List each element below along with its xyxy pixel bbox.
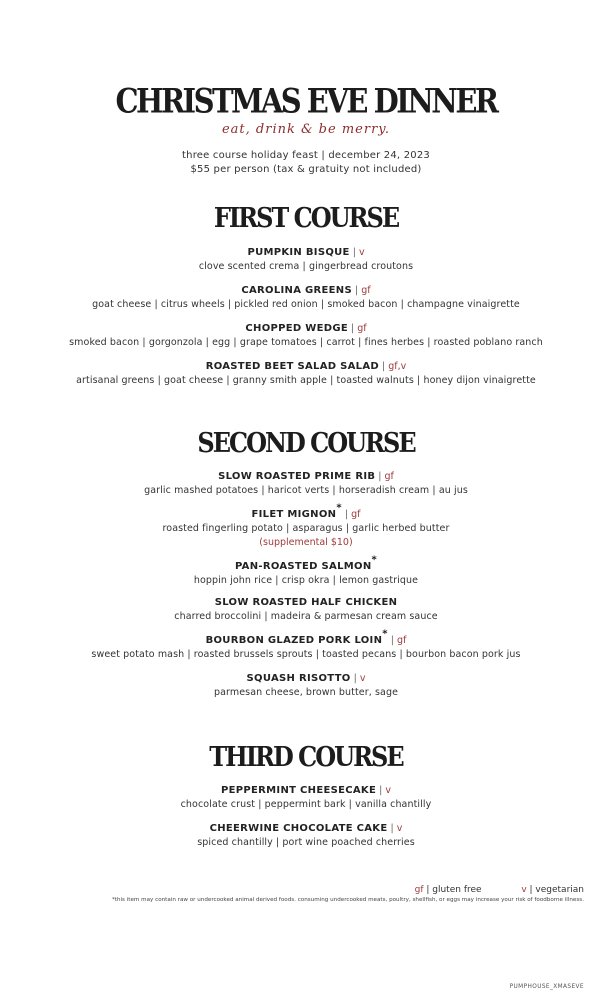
diet-tag: gf bbox=[351, 509, 361, 520]
item-name: SQUASH RISOTTO bbox=[246, 673, 351, 684]
diet-tag: v bbox=[359, 673, 366, 684]
separator: | bbox=[387, 635, 398, 646]
separator: | bbox=[351, 285, 362, 296]
menu-tagline: eat, drink & be merry. bbox=[221, 122, 391, 137]
item-description: sweet potato mash | roasted brussels sprouts | toasted pecans | bourbon bacon pork jus bbox=[91, 649, 521, 660]
separator: | bbox=[347, 323, 358, 334]
menu-item bbox=[0, 819, 612, 850]
menu-item bbox=[0, 281, 612, 312]
diet-tag: gf bbox=[397, 635, 407, 646]
item-description: goat cheese | citrus wheels | pickled red onion | smoked bacon | champagne vinaigrette bbox=[92, 299, 520, 310]
item-name: PEPPERMINT CHEESECAKE bbox=[221, 785, 377, 796]
item-name: SLOW ROASTED PRIME RIB bbox=[218, 471, 376, 482]
course-heading: SECOND COURSE bbox=[197, 426, 415, 459]
menu-item bbox=[0, 243, 612, 274]
menu-title: CHRISTMAS EVE DINNER bbox=[115, 81, 497, 121]
separator: | bbox=[387, 823, 397, 834]
raw-warning-asterisk: * bbox=[336, 502, 342, 514]
item-name: PUMPKIN BISQUE bbox=[247, 247, 350, 258]
raw-warning-asterisk: * bbox=[382, 628, 388, 640]
diet-legend bbox=[415, 885, 584, 895]
item-description: smoked bacon | gorgonzola | egg | grape tomatoes | carrot | fines herbes | roasted poblano ranch bbox=[69, 337, 543, 348]
item-name: FILET MIGNON bbox=[251, 509, 337, 520]
menu-item bbox=[0, 502, 612, 550]
menu-item bbox=[0, 467, 612, 498]
diet-tag: gf,v bbox=[388, 361, 407, 372]
legend-gf-key: gf bbox=[414, 885, 424, 895]
menu-item bbox=[0, 628, 612, 662]
diet-tag: v bbox=[358, 247, 365, 258]
separator: | bbox=[379, 361, 389, 372]
diet-tag: v bbox=[396, 823, 403, 834]
item-name: SLOW ROASTED HALF CHICKEN bbox=[214, 597, 398, 608]
legend-gf-label: | gluten free bbox=[426, 885, 482, 895]
course-heading: FIRST COURSE bbox=[213, 201, 399, 234]
separator: | bbox=[341, 509, 352, 520]
price-details: $55 per person (tax & gratuity not included) bbox=[190, 164, 422, 175]
item-description: artisanal greens | goat cheese | granny smith apple | toasted walnuts | honey dijon vinaigrette bbox=[76, 375, 536, 386]
raw-warning-asterisk: * bbox=[371, 554, 378, 566]
item-name: CAROLINA GREENS bbox=[241, 285, 352, 296]
diet-tag: gf bbox=[384, 471, 394, 482]
legend-v-label: | vegetarian bbox=[529, 885, 584, 895]
item-name: BOURBON GLAZED PORK LOIN bbox=[205, 635, 383, 646]
diet-tag: gf bbox=[357, 323, 367, 334]
item-description: spiced chantilly | port wine poached cherries bbox=[197, 837, 415, 848]
separator: | bbox=[376, 785, 386, 796]
separator: | bbox=[375, 471, 385, 482]
footer-code: PUMPHOUSE_XMASEVE bbox=[509, 984, 584, 990]
diet-tag: gf bbox=[361, 285, 371, 296]
menu-item bbox=[0, 669, 612, 700]
item-description: hoppin john rice | crisp okra | lemon gastrique bbox=[193, 575, 419, 586]
menu-item bbox=[0, 357, 612, 388]
supplemental-note: (supplemental $10) bbox=[259, 537, 353, 548]
item-description: clove scented crema | gingerbread croutons bbox=[198, 261, 414, 272]
item-name: CHEERWINE CHOCOLATE CAKE bbox=[209, 823, 388, 834]
item-name: CHOPPED WEDGE bbox=[245, 323, 348, 334]
diet-tag: v bbox=[385, 785, 391, 796]
event-details: three course holiday feast | december 24, 2023 bbox=[182, 150, 430, 161]
item-description: roasted fingerling potato | asparagus | garlic herbed butter bbox=[162, 523, 450, 534]
item-description: garlic mashed potatoes | haricot verts | horseradish cream | au jus bbox=[144, 485, 468, 496]
item-description: charred broccolini | madeira & parmesan cream sauce bbox=[174, 611, 438, 622]
separator: | bbox=[350, 673, 360, 684]
legend-v-key: v bbox=[521, 885, 527, 895]
item-name: PAN-ROASTED SALMON bbox=[234, 561, 372, 572]
menu-item bbox=[0, 319, 612, 350]
separator: | bbox=[349, 247, 359, 258]
item-description: parmesan cheese, brown butter, sage bbox=[213, 687, 399, 698]
menu-item bbox=[0, 781, 612, 812]
food-safety-disclaimer: *this item may contain raw or undercooked animal derived foods. consuming undercooked meats, poultry, shellfish, or eggs may increase your risk of foodborne illness. bbox=[111, 897, 584, 903]
item-description: chocolate crust | peppermint bark | vanilla chantilly bbox=[180, 799, 432, 810]
course-heading: THIRD COURSE bbox=[209, 740, 403, 773]
menu-item bbox=[0, 554, 612, 588]
menu-item bbox=[0, 593, 612, 624]
item-name: ROASTED BEET SALAD SALAD bbox=[205, 361, 379, 372]
